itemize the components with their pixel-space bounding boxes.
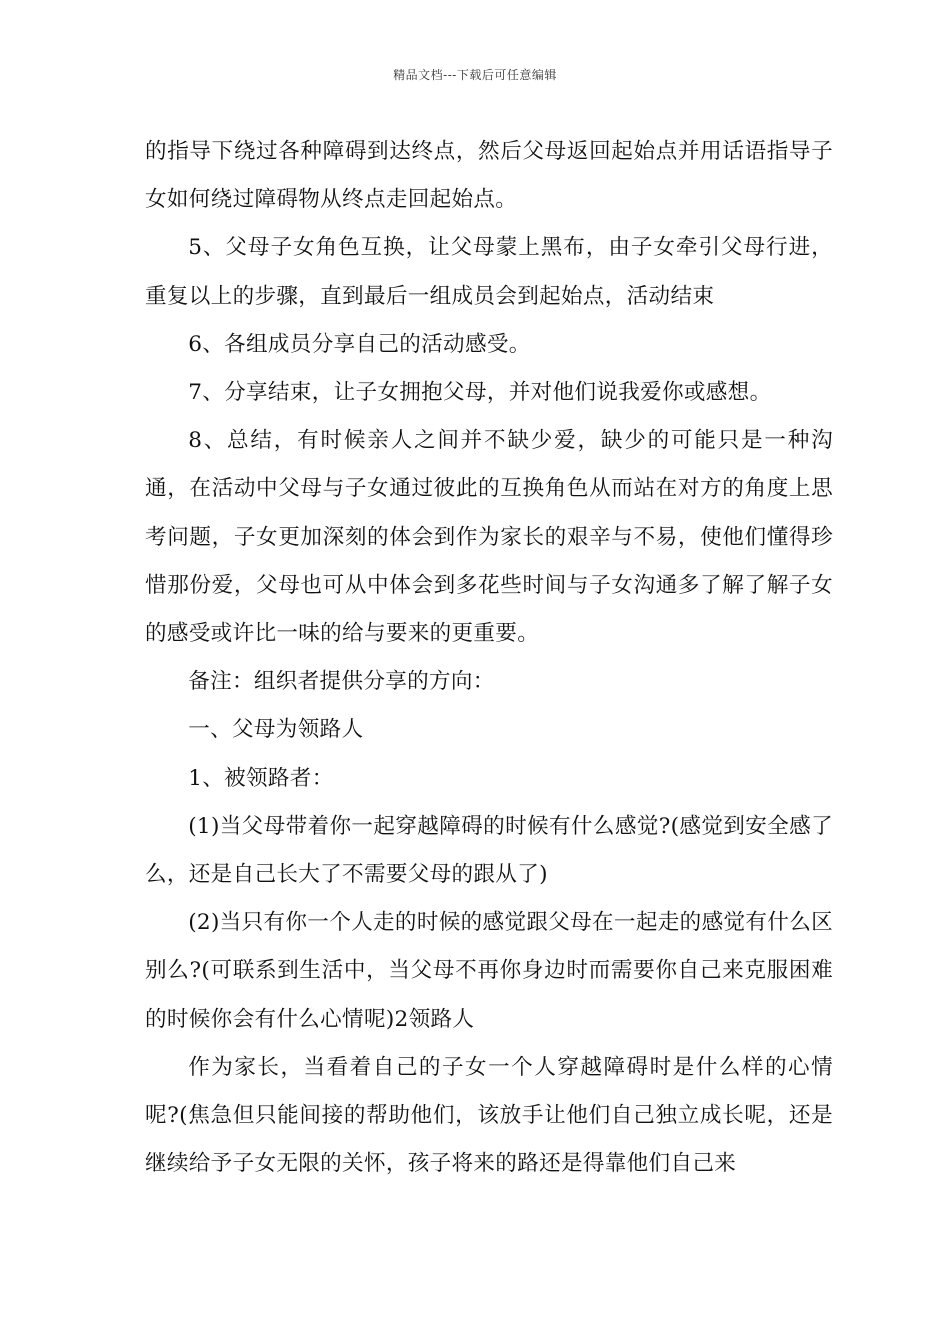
paragraph-step-8-summary: 8、总结，有时候亲人之间并不缺少爱，缺少的可能只是一种沟通，在活动中父母与子女通过彼此的互换角色从而站在对方的角度上思考问题，子女更加深刻的体会到作为家长的艰辛与不易，使他们懂得珍惜那份爱，父母也可从中体会到多花些时间与子女沟通多了解了解子女的感受或许比一味的给与要来的更重要。	[145, 428, 833, 647]
document-body	[145, 128, 833, 1188]
page-header: 精品文档---下载后可任意编辑	[393, 68, 557, 82]
paragraph-question-2: (2)当只有你一个人走的时候的感觉跟父母在一起走的感觉有什么区别么?(可联系到生活中，当父母不再你身边时而需要你自己来克服困难的时候你会有什么心情呢)2领路人	[145, 910, 833, 1032]
subheading-led-person: 1、被领路者：	[188, 765, 334, 791]
paragraph-step-7: 7、分享结束，让子女拥抱父母，并对他们说我爱你或感想。	[188, 380, 772, 406]
paragraph-continuation: 的指导下绕过各种障碍到达终点，然后父母返回起始点并用话语指导子女如何绕过障碍物从终点走回起始点。	[145, 139, 833, 213]
paragraph-step-6: 6、各组成员分享自己的活动感受。	[188, 331, 531, 357]
paragraph-question-1: (1)当父母带着你一起穿越障碍的时候有什么感觉?(感觉到安全感了么，还是自己长大了不需要父母的跟从了)	[145, 813, 833, 888]
paragraph-step-5: 5、父母子女角色互换，让父母蒙上黑布，由子女牵引父母行进，重复以上的步骤，直到最后一组成员会到起始点，活动结束	[145, 235, 833, 309]
section-heading-parents-leader: 一、父母为领路人	[188, 717, 364, 743]
paragraph-parent-reflection: 作为家长，当看着自己的子女一个人穿越障碍时是什么样的心情呢?(焦急但只能间接的帮助他们，该放手让他们自己独立成长呢，还是继续给予子女无限的关怀，孩子将来的路还是得靠他们自己来	[145, 1054, 833, 1177]
paragraph-note: 备注：组织者提供分享的方向：	[188, 669, 495, 695]
